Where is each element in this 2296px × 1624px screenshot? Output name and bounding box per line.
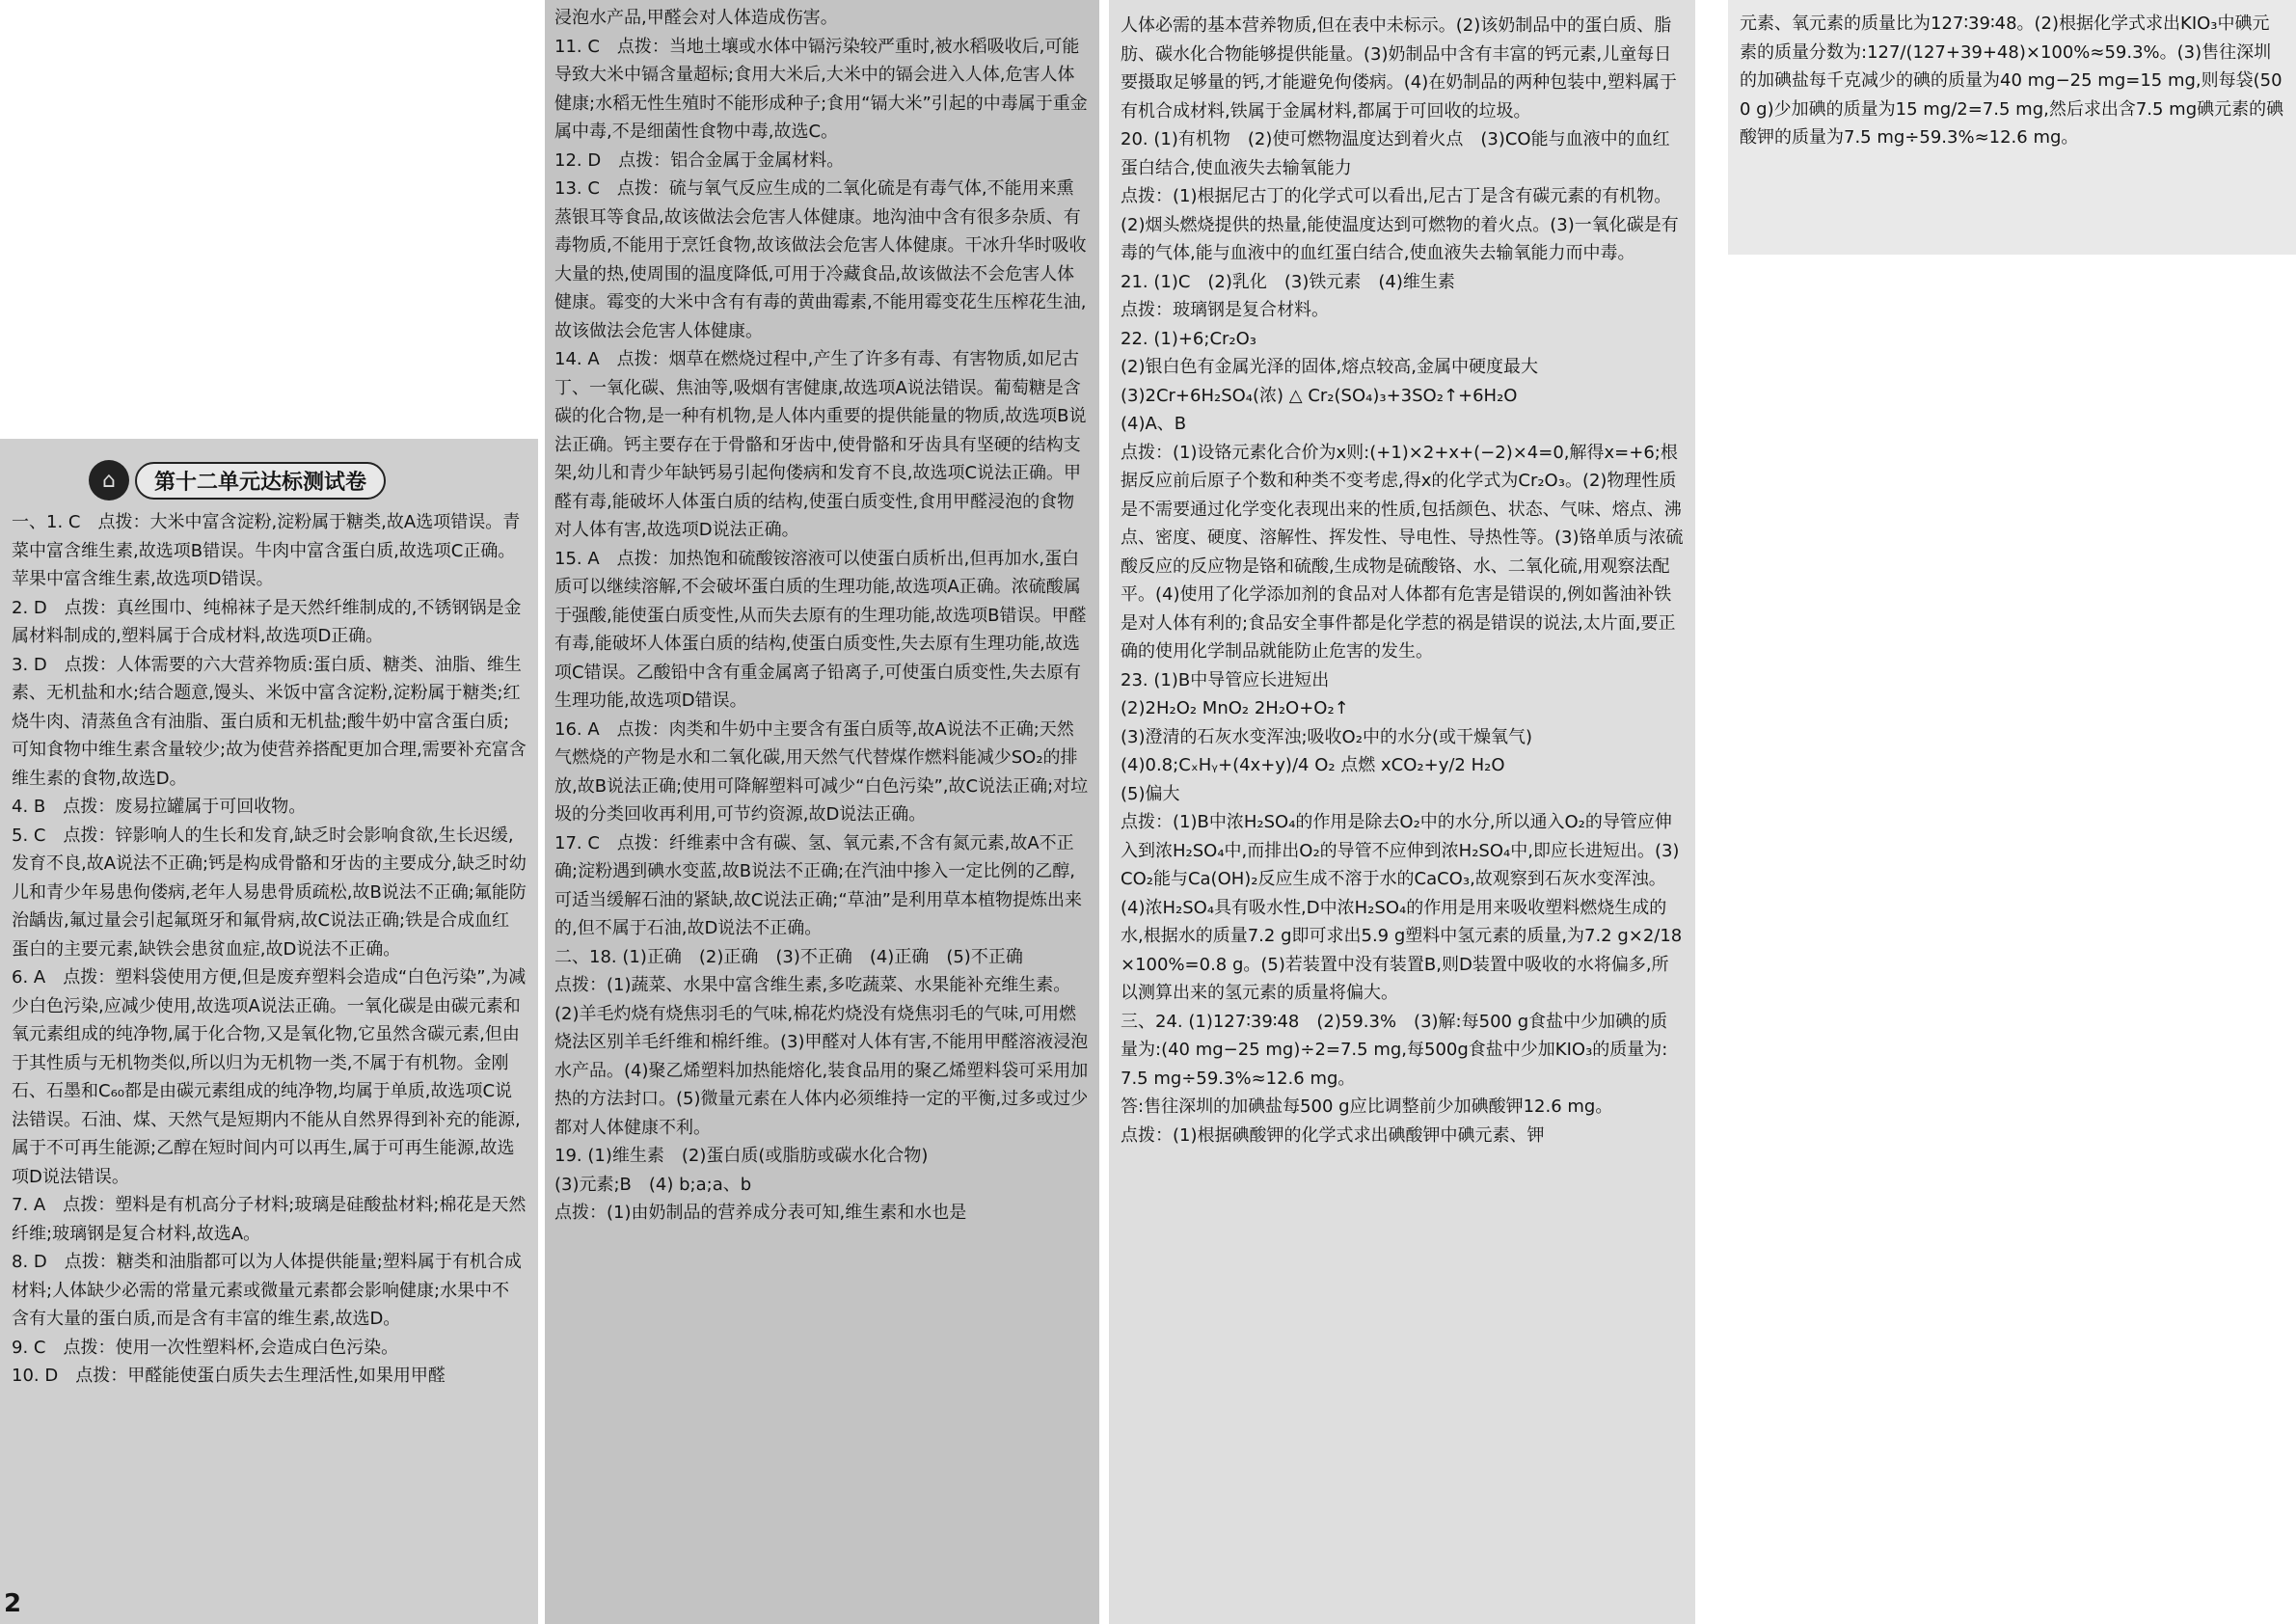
answer-item: 答:售往深圳的加碘盐每500 g应比调整前少加碘酸钾12.6 mg。 xyxy=(1121,1096,1613,1117)
unit-title: 第十二单元达标测试卷 xyxy=(135,462,386,500)
page-column-4 xyxy=(1728,0,2296,255)
answer-item: 6. A 点拨：塑料袋使用方便,但是废弃塑料会造成“白色污染”,为减少白色污染,应减少使用,故选项A说法正确。一氧化碳是由碳元素和氧元素组成的纯净物,属于化合物,又是氧化物,它虽然含碳元素,但由于其性质与无机物类似,所以归为无机物一类,不属于有机物。金刚石、石墨和C₆₀都是由碳元素组成的纯净物,均属于单质,故选项C说法错误。石油、煤、天然气是短期内不能从自然界得到补充的能源,属于不可再生能源;乙醇在短时间内可以再生,属于可再生能源,故选项D说法错误。 xyxy=(12,967,527,1187)
answer-item: 浸泡水产品,甲醛会对人体造成伤害。 xyxy=(554,8,838,28)
answer-item: 17. C 点拨：纤维素中含有碳、氢、氧元素,不含有氮元素,故A不正确;淀粉遇到碘水变蓝,故B说法不正确;在汽油中掺入一定比例的乙醇,可适当缓解石油的紧缺,故C说法正确;“草油”是利用草本植物提炼出来的,但不属于石油,故D说法不正确。 xyxy=(554,832,1083,938)
answer-item: 11. C 点拨：当地土壤或水体中镉污染较严重时,被水稻吸收后,可能导致大米中镉含量超标;食用大米后,大米中的镉会进入人体,危害人体健康;水稻无性生殖时不能形成种子;食用“镉大米”引起的中毒属于重金属中毒,不是细菌性食物中毒,故选C。 xyxy=(554,36,1088,142)
explanation-item: 元素、氧元素的质量比为127∶39∶48。(2)根据化学式求出KIO₃中碘元素的质量分数为:127/(127+39+48)×100%≈59.3%。(3)售往深圳的加碘盐每千克减少的碘的质量为40 mg−25 mg=15 mg,则每袋(500 g)少加碘的质量为15 mg/2=7.5 mg,然后求出含7.5 mg碘元素的碘酸钾的质量为7.5 mg÷59.3%≈12.6 mg。 xyxy=(1740,14,2284,148)
explanation-item: 点拨：(1)B中浓H₂SO₄的作用是除去O₂中的水分,所以通入O₂的导管应伸入到浓H₂SO₄中,而排出O₂的导管不应伸到浓H₂SO₄中,即应长进短出。(3)CO₂能与Ca(OH)₂反应生成不溶于水的CaCO₃,故观察到石灰水变浑浊。(4)浓H₂SO₄具有吸水性,D中浓H₂SO₄的作用是用来吸收塑料燃烧生成的水,根据水的质量7.2 g即可求出5.9 g塑料中氢元素的质量,为7.2 g×2/18×100%=0.8 g。(5)若装置中没有装置B,则D装置中吸收的水将偏多,所以测算出来的氢元素的质量将偏大。 xyxy=(1121,812,1683,1003)
answer-item: 14. A 点拨：烟草在燃烧过程中,产生了许多有毒、有害物质,如尼古丁、一氧化碳、焦油等,吸烟有害健康,故选项A说法错误。葡萄糖是含碳的化合物,是一种有机物,是人体内重要的提供能量的物质,故选项B说法正确。钙主要存在于骨骼和牙齿中,使骨骼和牙齿具有坚硬的结构支架,幼儿和青少年缺钙易引起佝偻病和发育不良,故选项C说法正确。甲醛有毒,能破坏人体蛋白质的结构,使蛋白质变性,食用甲醛浸泡的食物对人体有害,故选项D说法正确。 xyxy=(554,349,1087,540)
explanation-item: 点拨：(1)根据碘酸钾的化学式求出碘酸钾中碘元素、钾 xyxy=(1121,1124,1545,1146)
answer-item: 二、18. (1)正确 (2)正确 (3)不正确 (4)正确 (5)不正确 xyxy=(554,946,1023,967)
equation-item: (3)2Cr+6H₂SO₄(浓) △ Cr₂(SO₄)₃+3SO₂↑+6H₂O xyxy=(1121,385,1518,406)
answer-item: 8. D 点拨：糖类和油脂都可以为人体提供能量;塑料属于有机合成材料;人体缺少必需的常量元素或微量元素都会影响健康;水果中不含有大量的蛋白质,而是含有丰富的维生素,故选D。 xyxy=(12,1252,522,1329)
equation-item: (4)0.8;CₓHᵧ+(4x+y)/4 O₂ 点燃 xCO₂+y/2 H₂O xyxy=(1121,755,1505,775)
answer-item: (2)银白色有金属光泽的固体,熔点较高,金属中硬度最大 xyxy=(1121,357,1538,377)
answer-item: (4)A、B xyxy=(1121,414,1187,434)
answer-item: 19. (1)维生素 (2)蛋白质(或脂肪或碳水化合物) xyxy=(554,1146,929,1166)
answer-item: (3)澄清的石灰水变浑浊;吸收O₂中的水分(或干燥氧气) xyxy=(1121,726,1532,747)
answer-item: 16. A 点拨：肉类和牛奶中主要含有蛋白质等,故A说法不正确;天然气燃烧的产物是水和二氧化碳,用天然气代替煤作燃料能减少SO₂的排放,故B说法正确;使用可降解塑料可减少“白色污染”,故C说法正确;对垃圾的分类回收再利用,可节约资源,故D说法正确。 xyxy=(554,718,1089,825)
equation-item: (2)2H₂O₂ MnO₂ 2H₂O+O₂↑ xyxy=(1121,698,1349,718)
answer-item: 5. C 点拨：锌影响人的生长和发育,缺乏时会影响食欲,生长迟缓,发育不良,故A说法不正确;钙是构成骨骼和牙齿的主要成分,缺乏时幼儿和青少年易患佝偻病,老年人易患骨质疏松,故B说法不正确;氟能防治龋齿,氟过量会引起氟斑牙和氟骨病,故C说法正确;铁是合成血红蛋白的主要元素,缺铁会患贫血症,故D说法不正确。 xyxy=(12,825,527,960)
answer-item: 23. (1)B中导管应长进短出 xyxy=(1121,669,1330,690)
answer-item: 3. D 点拨：人体需要的六大营养物质:蛋白质、糖类、油脂、维生素、无机盐和水;结合题意,馒头、米饭中富含淀粉,淀粉属于糖类;红烧牛肉、清蒸鱼含有油脂、蛋白质和无机盐;酸牛奶中富含蛋白质;可知食物中维生素含量较少;故为使营养搭配更加合理,需要补充富含维生素的食物,故选D。 xyxy=(12,654,527,789)
answer-item: 9. C 点拨：使用一次性塑料杯,会造成白色污染。 xyxy=(12,1337,399,1358)
answer-item: 15. A 点拨：加热饱和硫酸铵溶液可以使蛋白质析出,但再加水,蛋白质可以继续溶解,不会破坏蛋白质的生理功能,故选项A正确。浓硫酸属于强酸,能使蛋白质变性,从而失去原有的生理功能,故选项B错误。甲醛有毒,能破坏人体蛋白质的结构,使蛋白质变性,失去原有生理功能,故选项C错误。乙酸铅中含有重金属离子铅离子,可使蛋白质变性,失去原有生理功能,故选项D错误。 xyxy=(554,548,1087,711)
answer-item: 20. (1)有机物 (2)使可燃物温度达到着火点 (3)CO能与血液中的血红蛋白结合,使血液失去输氧能力 xyxy=(1121,129,1670,178)
explanation-item: 点拨：玻璃钢是复合材料。 xyxy=(1121,300,1329,320)
answer-item: 7. A 点拨：塑料是有机高分子材料;玻璃是硅酸盐材料;棉花是天然纤维;玻璃钢是复合材料,故选A。 xyxy=(12,1195,527,1244)
answer-item: 12. D 点拨：铝合金属于金属材料。 xyxy=(554,149,845,171)
answer-item: (3)元素;B (4) b;a;a、b xyxy=(554,1174,752,1195)
answer-item: (5)偏大 xyxy=(1121,783,1180,804)
answer-item: 2. D 点拨：真丝围巾、纯棉袜子是天然纤维制成的,不锈钢锅是金属材料制成的,塑料属于合成材料,故选项D正确。 xyxy=(12,597,522,646)
explanation-item: 点拨：(1)设铬元素化合价为x则:(+1)×2+x+(−2)×4=0,解得x=+6;根据反应前后原子个数和种类不变考虑,得x的化学式为Cr₂O₃。(2)物理性质是不需要通过化学变化表现出来的性质,包括颜色、状态、气味、熔点、沸点、密度、硬度、溶解性、挥发性、导电性、导热性等。(3)铬单质与浓硫酸反应的反应物是铬和硫酸,生成物是硫酸铬、水、二氧化硫,用观察法配平。(4)使用了化学添加剂的食品对人体都有危害是错误的,例如酱油补铁是对人体有利的;食品安全事件都是化学惹的祸是错误的说法,太片面,要正确的使用化学制品就能防止危害的发生。 xyxy=(1121,442,1684,662)
answer-item: 10. D 点拨：甲醛能使蛋白质失去生理活性,如果用甲醛 xyxy=(12,1366,446,1386)
answer-item: 4. B 点拨：废易拉罐属于可回收物。 xyxy=(12,797,307,817)
page-column-2 xyxy=(545,0,1099,1624)
page-column-1 xyxy=(0,439,538,1624)
temple-icon: ⌂ xyxy=(89,460,129,501)
unit-header xyxy=(89,460,527,501)
answer-item: 13. C 点拨：硫与氧气反应生成的二氧化硫是有毒气体,不能用来熏蒸银耳等食品,故该做法会危害人体健康。地沟油中含有很多杂质、有毒物质,不能用于烹饪食物,故该做法会危害人体健康。干冰升华时吸收大量的热,使周围的温度降低,可用于冷藏食品,故该做法不会危害人体健康。霉变的大米中含有有毒的黄曲霉素,不能用霉变花生压榨花生油,故该做法会危害人体健康。 xyxy=(554,178,1087,341)
explanation-item: 点拨：(1)由奶制品的营养成分表可知,维生素和水也是 xyxy=(554,1203,967,1223)
answer-item: 21. (1)C (2)乳化 (3)铁元素 (4)维生素 xyxy=(1121,271,1455,292)
answer-item: 一、1. C 点拨：大米中富含淀粉,淀粉属于糖类,故A选项错误。青菜中富含维生素,故选项B错误。牛肉中富含蛋白质,故选项C正确。苹果中富含维生素,故选项D错误。 xyxy=(12,512,521,589)
explanation-item: 人体必需的基本营养物质,但在表中未标示。(2)该奶制品中的蛋白质、脂肪、碳水化合物能够提供能量。(3)奶制品中含有丰富的钙元素,儿童每日要摄取足够量的钙,才能避免佝偻病。(4)在奶制品的两种包装中,塑料属于有机合成材料,铁属于金属材料,都属于可回收的垃圾。 xyxy=(1121,15,1677,122)
answer-item: 三、24. (1)127∶39∶48 (2)59.3% (3)解:每500 g食盐中少加碘的质量为:(40 mg−25 mg)÷2=7.5 mg,每500g食盐中少加KIO₃的质量为:7.5 mg÷59.3%≈12.6 mg。 xyxy=(1121,1011,1668,1089)
page-column-3 xyxy=(1109,0,1695,1624)
explanation-item: 点拨：(1)蔬菜、水果中富含维生素,多吃蔬菜、水果能补充维生素。(2)羊毛灼烧有烧焦羽毛的气味,棉花灼烧没有烧焦羽毛的气味,可用燃烧法区别羊毛纤维和棉纤维。(3)甲醛对人体有害,不能用甲醛溶液浸泡水产品。(4)聚乙烯塑料加热能熔化,装食品用的聚乙烯塑料袋可采用加热的方法封口。(5)微量元素在人体内必须维持一定的平衡,过多或过少都对人体健康不利。 xyxy=(554,975,1089,1138)
answer-item: 22. (1)+6;Cr₂O₃ xyxy=(1121,328,1257,349)
page-number: 2 xyxy=(4,1589,22,1618)
explanation-item: 点拨：(1)根据尼古丁的化学式可以看出,尼古丁是含有碳元素的有机物。(2)烟头燃烧提供的热量,能使温度达到可燃物的着火点。(3)一氧化碳是有毒的气体,能与血液中的血红蛋白结合,使血液失去输氧能力而中毒。 xyxy=(1121,186,1679,263)
